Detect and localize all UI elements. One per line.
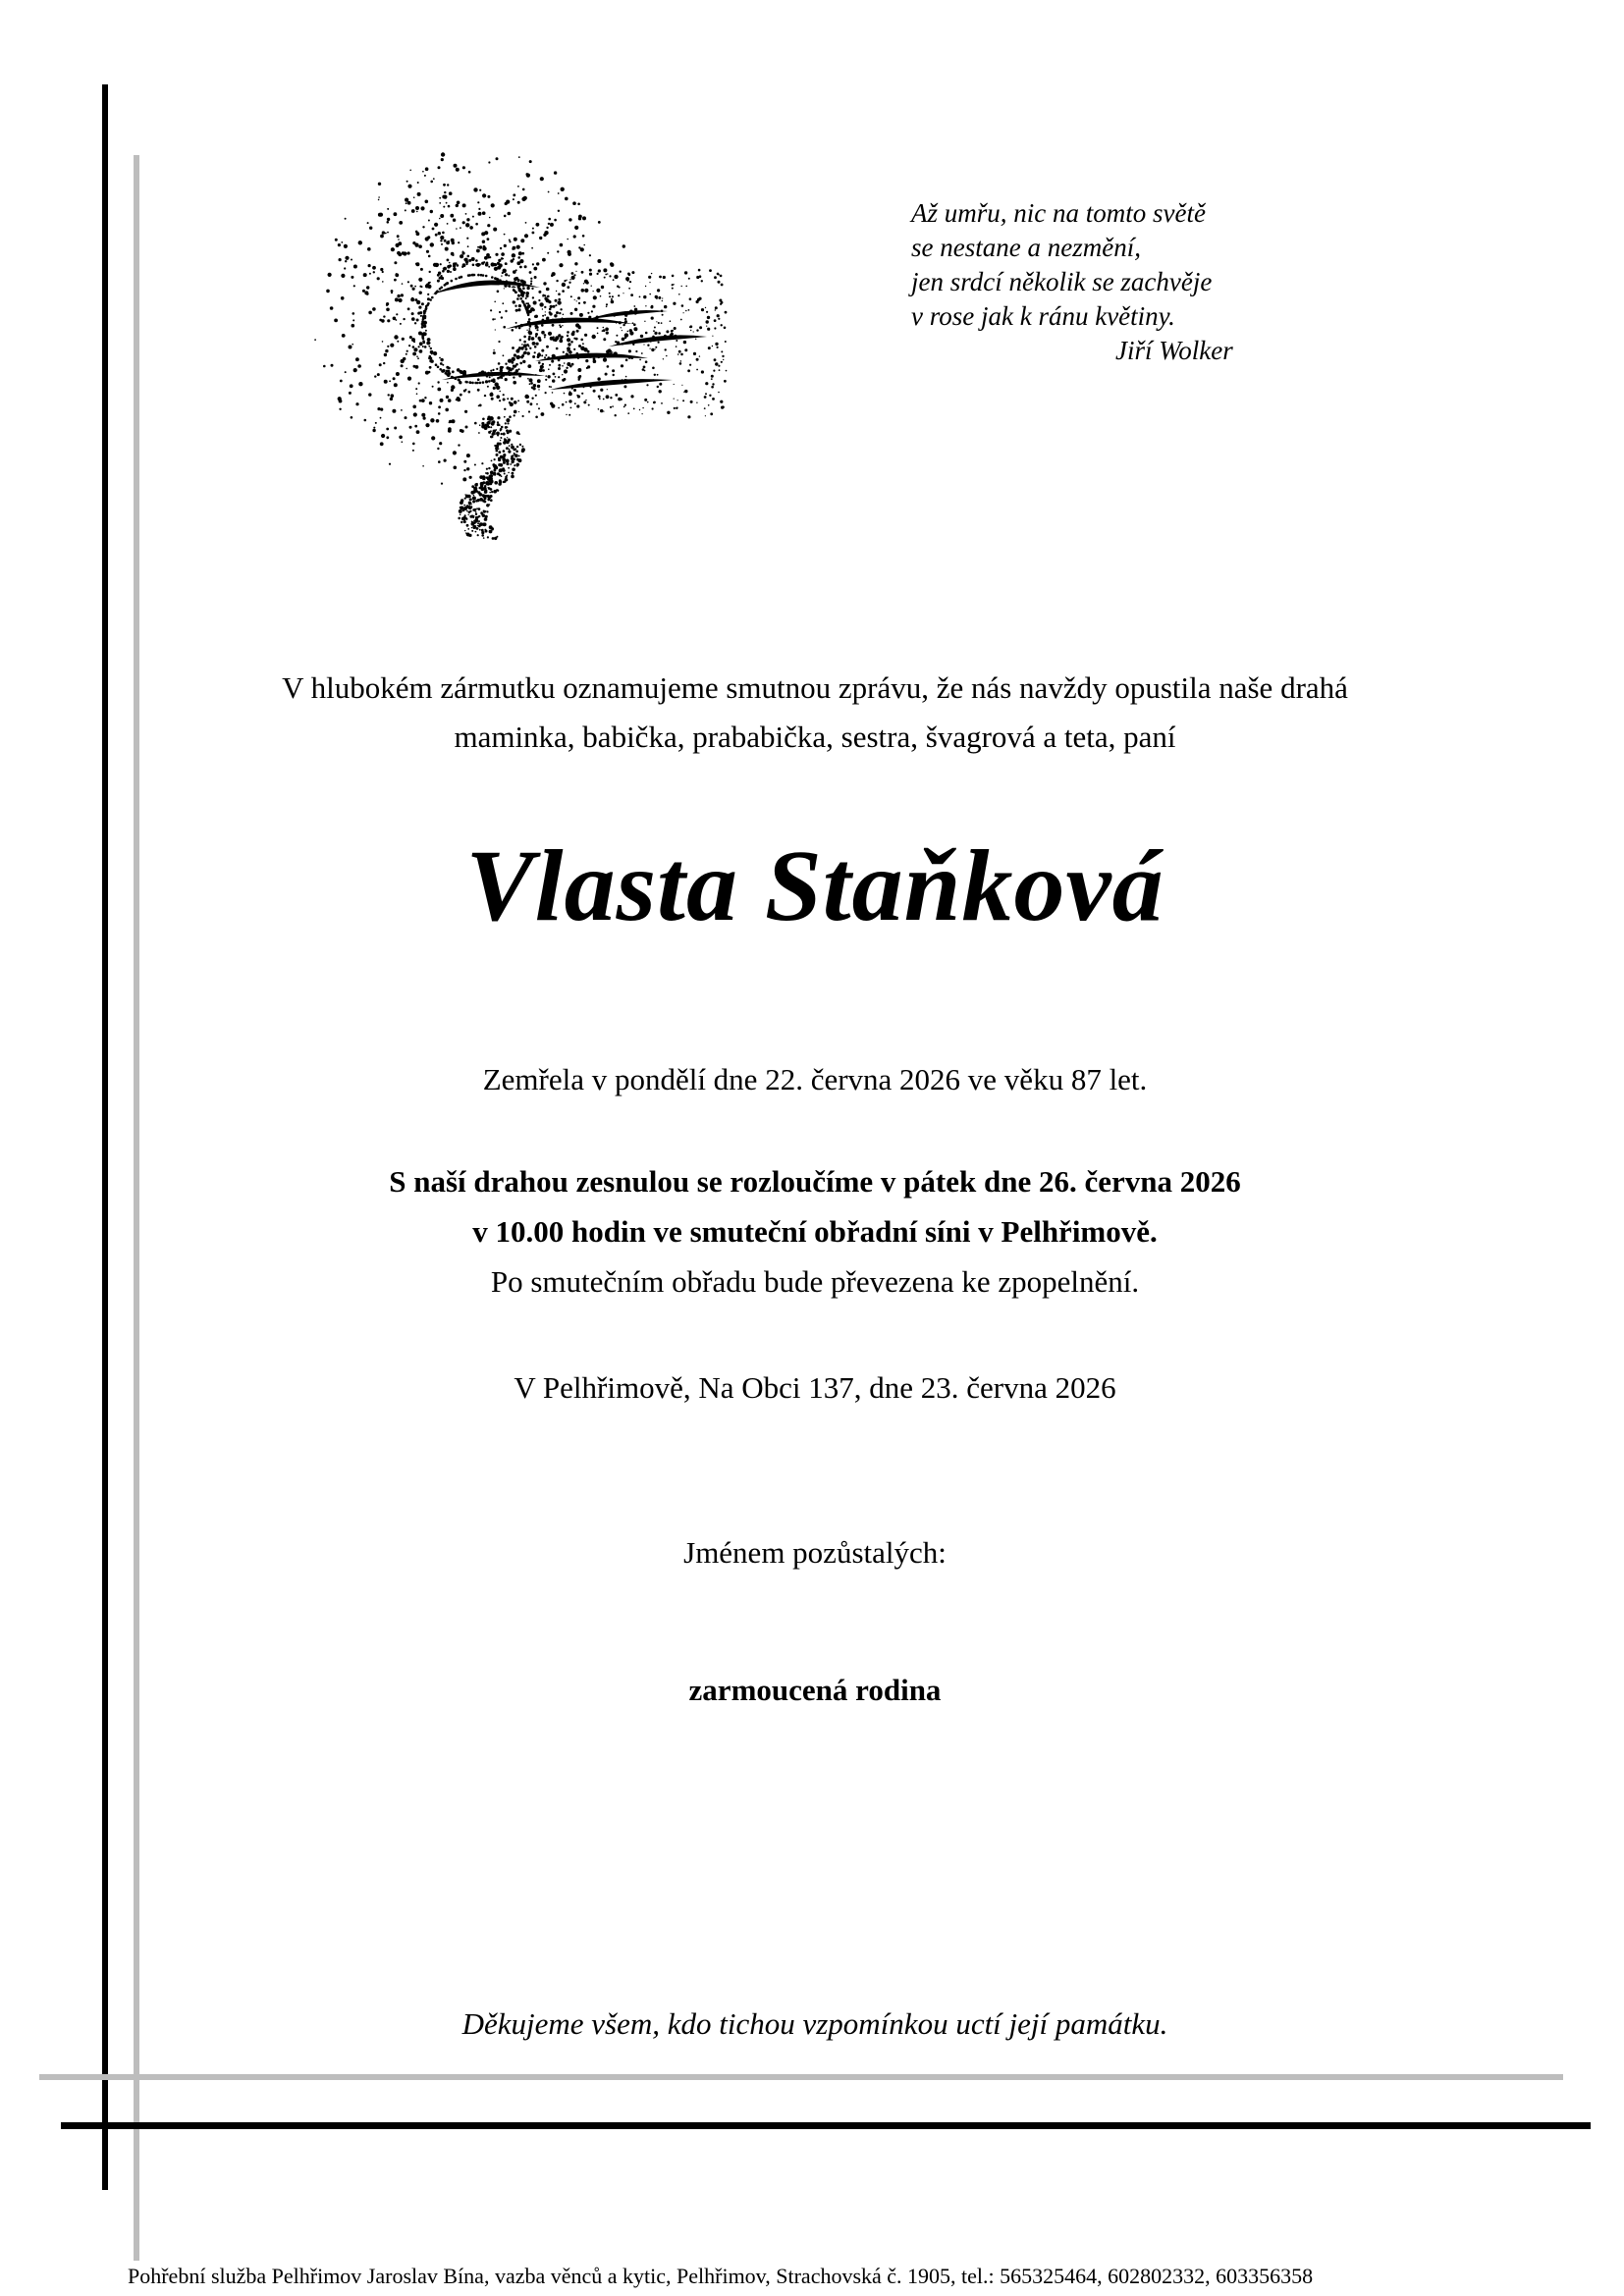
- announcement-line: maminka, babička, prababička, sestra, švagrová a teta, paní: [454, 720, 1176, 754]
- poem-line: Až umřu, nic na tomto světě: [911, 198, 1206, 228]
- poem-line: v rose jak k ránu květiny.: [911, 301, 1175, 331]
- frame-vertical-gray-line: [134, 155, 139, 2261]
- death-notice: Zemřela v pondělí dne 22. června 2026 ve věku 87 let.: [482, 1062, 1148, 1096]
- farewell-details: [147, 1156, 1483, 1307]
- funeral-service-footer: Pohřební služba Pelhřimov Jaroslav Bína, vazba věnců a kytic, Pelhřimov, Strachovská č. 1905, tel.: 565325464, 602802332, 603356358: [128, 2264, 1314, 2288]
- farewell-line: S naší drahou zesnulou se rozloučíme v pátek dne 26. června 2026: [389, 1164, 1241, 1199]
- poem-line: se nestane a nezmění,: [911, 233, 1141, 262]
- announcement-text: [147, 664, 1483, 762]
- thanks-line: Děkujeme všem, kdo tichou vzpomínkou uctí její památku.: [461, 2006, 1168, 2041]
- poem-quote: [911, 196, 1324, 368]
- frame-horizontal-black-line: [61, 2122, 1591, 2129]
- announcement-line: V hlubokém zármutku oznamujeme smutnou zprávu, že nás navždy opustila naše drahá: [282, 670, 1348, 705]
- farewell-line: Po smutečním obřadu bude převezena ke zpopelnění.: [490, 1264, 1140, 1299]
- on-behalf-label: Jménem pozůstalých:: [683, 1535, 947, 1570]
- family-signature: zarmoucená rodina: [688, 1673, 942, 1707]
- farewell-line: v 10.00 hodin ve smuteční obřadní síni v Pelhřimově.: [472, 1214, 1158, 1249]
- sunset-ornament-icon: [295, 123, 736, 545]
- place-date: V Pelhřimově, Na Obci 137, dne 23. června 2026: [514, 1370, 1116, 1405]
- poem-line: jen srdcí několik se zachvěje: [911, 267, 1213, 296]
- deceased-name: Vlasta Staňková: [465, 829, 1164, 942]
- poem-author: Jiří Wolker: [1115, 336, 1233, 365]
- frame-horizontal-gray-line: [39, 2074, 1563, 2080]
- frame-vertical-black-line: [102, 84, 108, 2190]
